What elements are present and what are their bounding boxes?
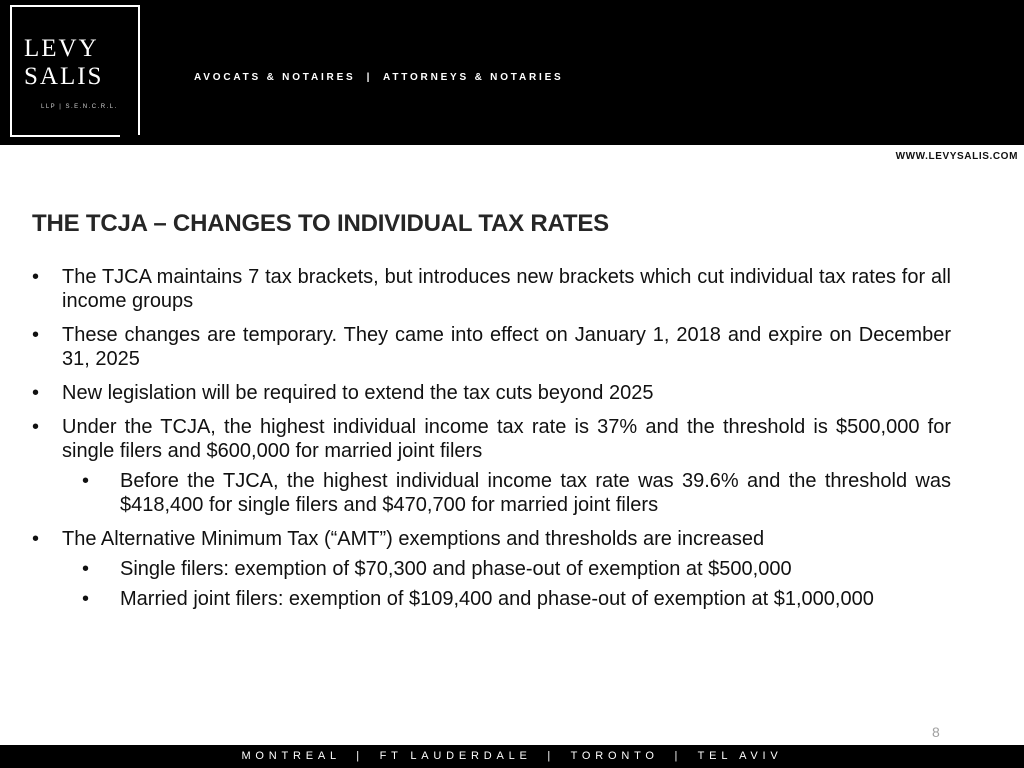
bullet-marker: • bbox=[32, 528, 40, 550]
logo[interactable] bbox=[24, 35, 124, 91]
bullet-item bbox=[32, 265, 951, 313]
sub-bullet-item bbox=[32, 469, 951, 517]
website-link[interactable]: WWW.LEVYSALIS.COM bbox=[895, 151, 1018, 162]
bullet-item bbox=[32, 323, 951, 371]
bullet-item bbox=[32, 381, 951, 405]
firm-tagline: AVOCATS & NOTAIRES | ATTORNEYS & NOTARIES bbox=[194, 72, 564, 83]
bullet-list bbox=[32, 265, 951, 611]
bullet-text: These changes are temporary. They came into effect on January 1, 2018 and expire on December 31, 2025 bbox=[62, 324, 951, 370]
footer-locations: MONTREAL | FT LAUDERDALE | TORONTO | TEL AVIV bbox=[241, 750, 783, 762]
bullet-item bbox=[32, 415, 951, 463]
bullet-marker: • bbox=[32, 324, 40, 346]
bullet-marker: • bbox=[82, 588, 90, 610]
logo-subtitle: LLP | S.E.N.C.R.L. bbox=[41, 104, 118, 110]
sub-bullet-item bbox=[32, 587, 951, 611]
bullet-text: The TJCA maintains 7 tax brackets, but introduces new brackets which cut individual tax rates for all income groups bbox=[62, 266, 951, 312]
bullet-marker: • bbox=[82, 470, 90, 492]
header-bar bbox=[0, 0, 1024, 145]
logo-line-salis: SALIS bbox=[24, 63, 104, 90]
bullet-marker: • bbox=[32, 266, 40, 288]
bullet-item bbox=[32, 527, 951, 551]
bullet-text: Under the TCJA, the highest individual income tax rate is 37% and the threshold is $500,000 for single filers and $600,000 for married joint filers bbox=[62, 416, 951, 462]
logo-line-levy: LEVY bbox=[24, 35, 99, 62]
bullet-text: Single filers: exemption of $70,300 and phase-out of exemption at $500,000 bbox=[120, 558, 792, 580]
slide-title: THE TCJA – CHANGES TO INDIVIDUAL TAX RATES bbox=[32, 210, 609, 237]
page-number: 8 bbox=[932, 724, 940, 740]
bullet-marker: • bbox=[32, 416, 40, 438]
footer-bar bbox=[0, 745, 1024, 768]
bullet-text: The Alternative Minimum Tax (“AMT”) exemptions and thresholds are increased bbox=[62, 528, 765, 550]
bullet-text: Married joint filers: exemption of $109,400 and phase-out of exemption at $1,000,000 bbox=[120, 588, 874, 610]
sub-bullet-item bbox=[32, 557, 951, 581]
bullet-text: New legislation will be required to extend the tax cuts beyond 2025 bbox=[62, 382, 654, 404]
bullet-marker: • bbox=[32, 382, 40, 404]
bullet-text: Before the TJCA, the highest individual income tax rate was 39.6% and the threshold was $418,400 for single filers and $470,700 for married joint filers bbox=[120, 470, 951, 516]
bullet-marker: • bbox=[82, 558, 90, 580]
